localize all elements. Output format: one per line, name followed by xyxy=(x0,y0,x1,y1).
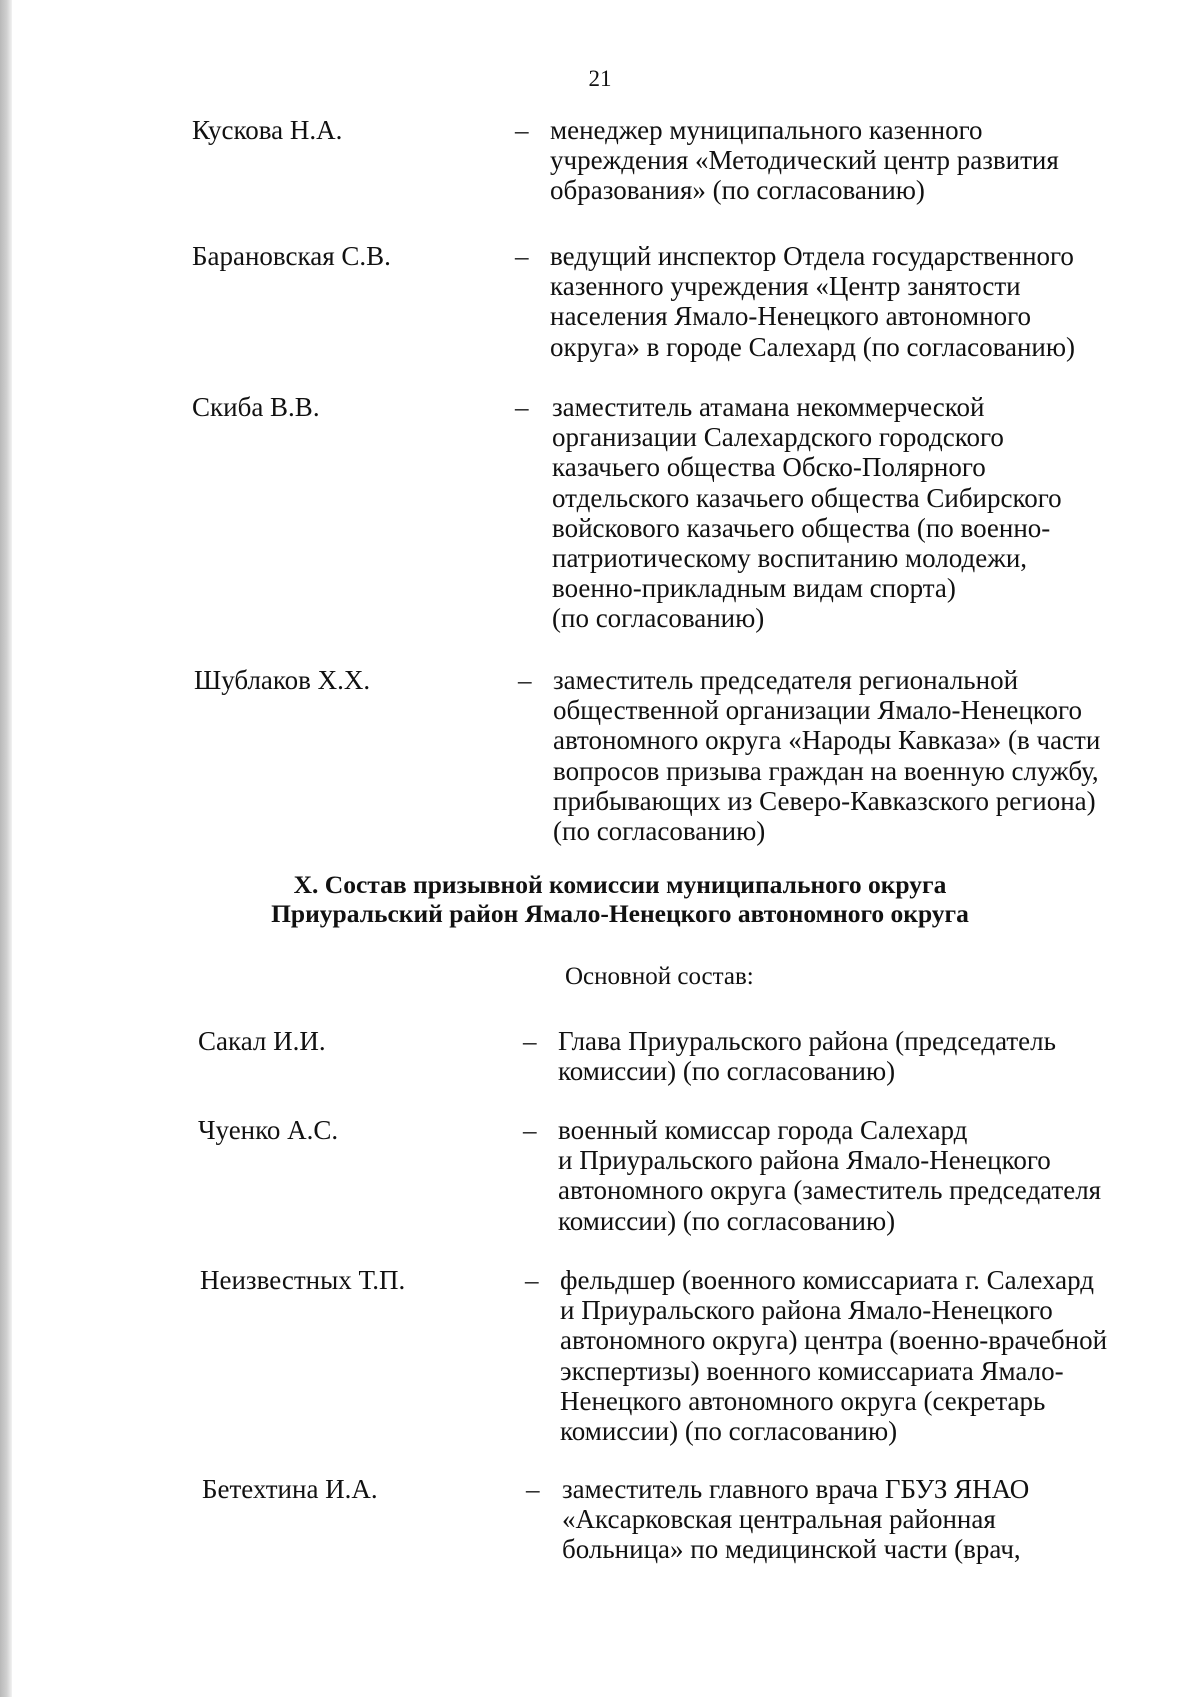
description-line: (по согласованию) xyxy=(553,816,766,847)
member-dash: – xyxy=(526,1474,540,1504)
description-line: образования» (по согласованию) xyxy=(550,175,925,206)
member-name: Неизвестных Т.П. xyxy=(200,1265,406,1295)
description-line: населения Ямало-Ненецкого автономного xyxy=(550,301,1031,332)
description-line: казачьего общества Обско-Полярного xyxy=(552,452,986,483)
description-line: комиссии) (по согласованию) xyxy=(560,1416,898,1447)
description-line: заместитель главного врача ГБУЗ ЯНАО xyxy=(562,1474,1030,1504)
member-dash: – xyxy=(518,665,532,695)
description-line: и Приуральского района Ямало-Ненецкого xyxy=(560,1295,1053,1326)
member-description xyxy=(562,1474,1029,1565)
scan-edge-shadow xyxy=(0,0,12,1697)
description-line: войскового казачьего общества (по военно- xyxy=(552,512,1051,543)
member-dash: – xyxy=(515,115,529,145)
member-description xyxy=(558,1026,1056,1086)
member-name: Сакал И.И. xyxy=(198,1026,326,1056)
description-line: Ненецкого автономного округа (секретарь xyxy=(560,1385,1046,1416)
description-line: фельдшер (военного комиссариата г. Салехард xyxy=(560,1265,1094,1295)
description-line: комиссии) (по согласованию) xyxy=(558,1056,896,1087)
description-line: и Приуральского района Ямало-Ненецкого xyxy=(558,1145,1051,1176)
member-dash: – xyxy=(523,1115,537,1145)
description-line: организации Салехардского городского xyxy=(552,422,1004,453)
member-name: Шублаков Х.Х. xyxy=(194,665,371,695)
description-line: округа» в городе Салехард (по согласованию) xyxy=(550,331,1076,362)
description-line: автономного округа «Народы Кавказа» (в части xyxy=(553,725,1101,756)
description-line: патриотическому воспитанию молодежи, xyxy=(552,543,1028,574)
member-dash: – xyxy=(525,1265,539,1295)
member-description xyxy=(553,665,1100,846)
member-dash: – xyxy=(515,241,529,271)
member-dash: – xyxy=(523,1026,537,1056)
description-line: заместитель атамана некоммерческой xyxy=(552,392,985,422)
description-line: вопросов призыва граждан на военную службу, xyxy=(553,755,1099,786)
member-description xyxy=(552,392,1062,634)
description-line: автономного округа) центра (военно-врачебной xyxy=(560,1325,1108,1356)
member-name: Скиба В.В. xyxy=(192,392,320,422)
description-line: учреждения «Методический центр развития xyxy=(550,145,1059,176)
member-name: Бетехтина И.А. xyxy=(202,1474,378,1504)
description-line: ведущий инспектор Отдела государственного xyxy=(550,241,1074,271)
description-line: общественной организации Ямало-Ненецкого xyxy=(553,695,1082,726)
section-heading-line: X. Состав призывной комиссии муниципального округа xyxy=(293,870,947,899)
description-line: прибывающих из Северо-Кавказского региона) xyxy=(553,785,1096,816)
member-name: Барановская С.В. xyxy=(192,241,391,271)
description-line: заместитель председателя региональной xyxy=(553,665,1019,695)
section-heading-line: Приуральский район Ямало-Ненецкого автономного округа xyxy=(271,899,969,928)
description-line: менеджер муниципального казенного xyxy=(550,115,983,145)
member-name: Кускова Н.А. xyxy=(192,115,343,145)
description-line: казенного учреждения «Центр занятости xyxy=(550,271,1021,302)
description-line: комиссии) (по согласованию) xyxy=(558,1205,896,1236)
member-description xyxy=(550,115,1059,206)
member-dash: – xyxy=(515,392,529,422)
member-description xyxy=(550,241,1075,362)
description-line: экспертизы) военного комиссариата Ямало- xyxy=(560,1355,1064,1386)
description-line: «Аксарковская центральная районная xyxy=(562,1504,996,1535)
section-heading xyxy=(0,870,1200,928)
member-name: Чуенко А.С. xyxy=(198,1115,339,1145)
description-line: Глава Приуральского района (председатель xyxy=(558,1026,1056,1056)
section-subheading: Основной состав: xyxy=(565,963,754,990)
description-line: военный комиссар города Салехард xyxy=(558,1115,968,1145)
member-description xyxy=(558,1115,1101,1236)
description-line: отдельского казачьего общества Сибирского xyxy=(552,482,1062,513)
description-line: больница» по медицинской части (врач, xyxy=(562,1534,1021,1565)
page-number: 21 xyxy=(588,66,612,91)
member-description xyxy=(560,1265,1107,1446)
description-line: (по согласованию) xyxy=(552,603,765,634)
description-line: автономного округа (заместитель председателя xyxy=(558,1175,1102,1206)
description-line: военно-прикладным видам спорта) xyxy=(552,573,956,604)
